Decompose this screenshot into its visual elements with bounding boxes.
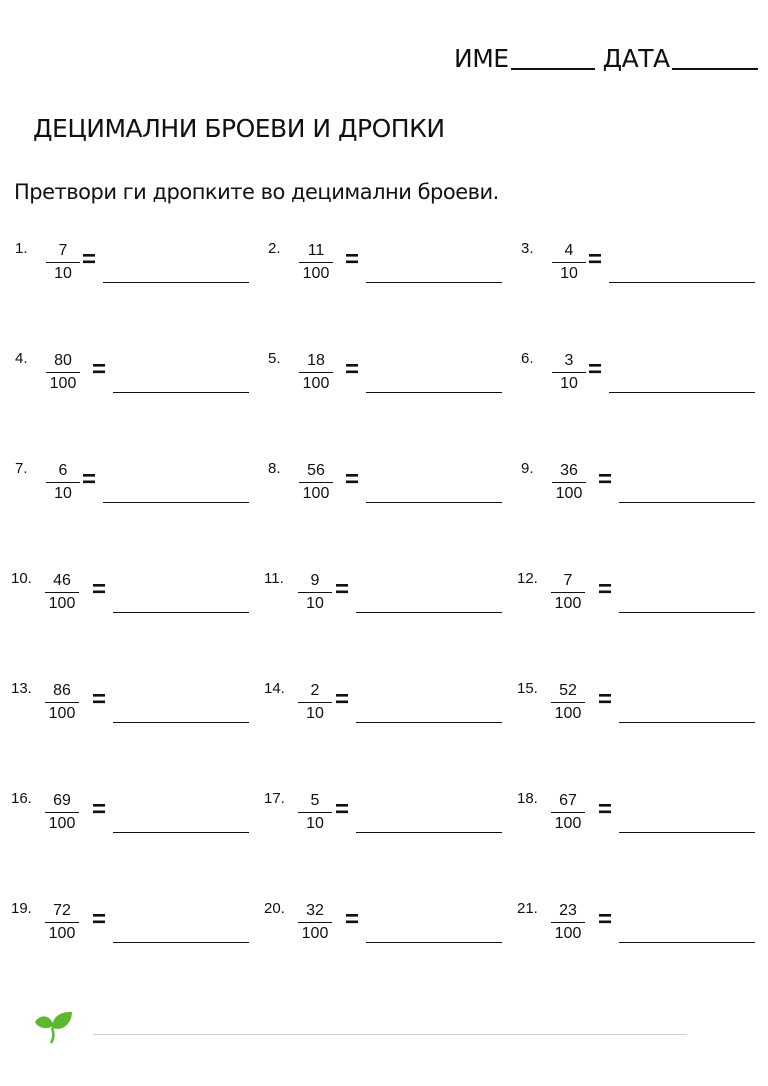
fraction-bar xyxy=(45,592,79,593)
fraction xyxy=(45,352,81,393)
problem-item xyxy=(518,790,768,850)
problem-item xyxy=(518,460,768,520)
fraction xyxy=(551,352,587,393)
fraction-denominator: 10 xyxy=(54,485,72,502)
fraction-denominator: 100 xyxy=(48,705,76,722)
problem-item xyxy=(518,900,768,960)
fraction xyxy=(550,572,586,613)
fraction-bar xyxy=(551,592,585,593)
fraction-numerator: 46 xyxy=(53,572,71,589)
date-field[interactable] xyxy=(672,68,758,70)
equals-sign: = xyxy=(82,246,97,273)
fraction-numerator: 86 xyxy=(53,682,71,699)
answer-line[interactable] xyxy=(103,502,249,503)
problem-item xyxy=(265,460,515,520)
header-fields xyxy=(454,44,758,74)
fraction-numerator: 56 xyxy=(307,462,325,479)
answer-line[interactable] xyxy=(356,612,502,613)
equals-sign: = xyxy=(335,686,350,713)
equals-sign: = xyxy=(345,356,360,383)
problem-number: 14. xyxy=(264,680,285,697)
equals-sign: = xyxy=(335,576,350,603)
fraction-denominator: 100 xyxy=(555,485,583,502)
fraction-numerator: 36 xyxy=(560,462,578,479)
problem-number: 6. xyxy=(521,350,534,367)
fraction xyxy=(45,462,81,503)
problem-item xyxy=(265,350,515,410)
answer-line[interactable] xyxy=(609,392,755,393)
answer-line[interactable] xyxy=(619,942,755,943)
fraction-bar xyxy=(46,262,80,263)
fraction-bar xyxy=(45,922,79,923)
problem-number: 8. xyxy=(268,460,281,477)
problem-item xyxy=(518,570,768,630)
fraction-denominator: 100 xyxy=(554,925,582,942)
problem-number: 9. xyxy=(521,460,534,477)
fraction-bar xyxy=(46,482,80,483)
problem-item xyxy=(12,350,262,410)
fraction-numerator: 67 xyxy=(559,792,577,809)
fraction-numerator: 9 xyxy=(310,572,320,589)
problem-number: 7. xyxy=(15,460,28,477)
equals-sign: = xyxy=(92,356,107,383)
problem-item xyxy=(12,900,262,960)
fraction xyxy=(550,902,586,943)
fraction xyxy=(298,462,334,503)
fraction-bar xyxy=(552,372,586,373)
problem-item xyxy=(518,680,768,740)
problem-item xyxy=(265,900,515,960)
answer-line[interactable] xyxy=(113,722,249,723)
fraction-bar xyxy=(299,262,333,263)
fraction xyxy=(297,682,333,723)
fraction-numerator: 23 xyxy=(559,902,577,919)
fraction-denominator: 10 xyxy=(306,815,324,832)
answer-line[interactable] xyxy=(113,392,249,393)
equals-sign: = xyxy=(598,576,613,603)
fraction-denominator: 100 xyxy=(49,375,77,392)
equals-sign: = xyxy=(345,466,360,493)
fraction-bar xyxy=(45,702,79,703)
answer-line[interactable] xyxy=(619,722,755,723)
fraction xyxy=(550,682,586,723)
equals-sign: = xyxy=(588,356,603,383)
fraction xyxy=(297,792,333,833)
problem-item xyxy=(12,790,262,850)
fraction-bar xyxy=(299,372,333,373)
fraction-denominator: 10 xyxy=(560,375,578,392)
equals-sign: = xyxy=(92,686,107,713)
problem-item xyxy=(12,680,262,740)
fraction-bar xyxy=(298,812,332,813)
equals-sign: = xyxy=(345,246,360,273)
fraction-denominator: 100 xyxy=(48,925,76,942)
answer-line[interactable] xyxy=(366,282,502,283)
fraction-numerator: 32 xyxy=(306,902,324,919)
fraction xyxy=(298,352,334,393)
problem-number: 11. xyxy=(264,570,284,587)
problem-number: 12. xyxy=(517,570,538,587)
fraction-numerator: 7 xyxy=(563,572,573,589)
fraction-denominator: 100 xyxy=(301,925,329,942)
answer-line[interactable] xyxy=(356,722,502,723)
fraction-numerator: 6 xyxy=(58,462,68,479)
fraction-denominator: 100 xyxy=(302,485,330,502)
fraction xyxy=(45,242,81,283)
answer-line[interactable] xyxy=(619,502,755,503)
fraction-denominator: 100 xyxy=(554,595,582,612)
problem-number: 21. xyxy=(517,900,538,917)
fraction xyxy=(44,572,80,613)
equals-sign: = xyxy=(335,796,350,823)
fraction xyxy=(550,792,586,833)
answer-line[interactable] xyxy=(366,392,502,393)
fraction-denominator: 100 xyxy=(48,595,76,612)
fraction-denominator: 100 xyxy=(554,815,582,832)
fraction-numerator: 69 xyxy=(53,792,71,809)
worksheet-title: ДЕЦИМАЛНИ БРОЕВИ И ДРОПКИ xyxy=(33,114,445,143)
fraction-numerator: 18 xyxy=(307,352,325,369)
fraction xyxy=(298,242,334,283)
date-label: ДАТА xyxy=(602,44,670,73)
problem-item xyxy=(265,680,515,740)
fraction-bar xyxy=(299,482,333,483)
fraction-numerator: 7 xyxy=(58,242,68,259)
problem-number: 13. xyxy=(11,680,32,697)
instructions: Претвори ги дропките во децимални броеви. xyxy=(14,180,499,204)
name-field[interactable] xyxy=(511,68,595,70)
problem-item xyxy=(518,240,768,300)
equals-sign: = xyxy=(598,906,613,933)
fraction xyxy=(551,462,587,503)
fraction-numerator: 11 xyxy=(307,242,325,259)
equals-sign: = xyxy=(82,466,97,493)
fraction-bar xyxy=(551,702,585,703)
equals-sign: = xyxy=(588,246,603,273)
fraction-numerator: 72 xyxy=(53,902,71,919)
answer-line[interactable] xyxy=(113,832,249,833)
answer-line[interactable] xyxy=(113,612,249,613)
problem-number: 10. xyxy=(11,570,32,587)
name-label: ИМЕ xyxy=(454,44,509,73)
problem-item xyxy=(265,790,515,850)
answer-line[interactable] xyxy=(366,502,502,503)
fraction xyxy=(551,242,587,283)
fraction-bar xyxy=(552,262,586,263)
answer-line[interactable] xyxy=(103,282,249,283)
fraction-bar xyxy=(45,812,79,813)
problem-item xyxy=(518,350,768,410)
fraction-denominator: 10 xyxy=(560,265,578,282)
fraction-numerator: 52 xyxy=(559,682,577,699)
footer-divider xyxy=(93,1034,687,1035)
equals-sign: = xyxy=(598,466,613,493)
problem-item xyxy=(12,460,262,520)
fraction-denominator: 100 xyxy=(302,265,330,282)
fraction xyxy=(297,902,333,943)
answer-line[interactable] xyxy=(113,942,249,943)
problem-item xyxy=(12,240,262,300)
fraction-bar xyxy=(298,592,332,593)
answer-line[interactable] xyxy=(366,942,502,943)
fraction-bar xyxy=(552,482,586,483)
equals-sign: = xyxy=(345,906,360,933)
equals-sign: = xyxy=(92,576,107,603)
fraction-denominator: 10 xyxy=(54,265,72,282)
problem-number: 17. xyxy=(264,790,285,807)
problem-number: 20. xyxy=(264,900,285,917)
problem-number: 5. xyxy=(268,350,281,367)
fraction-bar xyxy=(551,922,585,923)
fraction-denominator: 100 xyxy=(554,705,582,722)
answer-line[interactable] xyxy=(356,832,502,833)
leaf-icon xyxy=(32,1008,74,1044)
fraction-numerator: 80 xyxy=(54,352,72,369)
equals-sign: = xyxy=(92,906,107,933)
fraction-denominator: 100 xyxy=(48,815,76,832)
problem-number: 15. xyxy=(517,680,538,697)
fraction-bar xyxy=(551,812,585,813)
answer-line[interactable] xyxy=(619,612,755,613)
answer-line[interactable] xyxy=(619,832,755,833)
problem-item xyxy=(265,240,515,300)
fraction-bar xyxy=(298,922,332,923)
fraction-bar xyxy=(46,372,80,373)
fraction xyxy=(297,572,333,613)
problem-number: 3. xyxy=(521,240,534,257)
fraction-numerator: 3 xyxy=(564,352,574,369)
fraction-denominator: 10 xyxy=(306,705,324,722)
problem-item xyxy=(265,570,515,630)
problem-item xyxy=(12,570,262,630)
fraction-denominator: 100 xyxy=(302,375,330,392)
fraction-numerator: 5 xyxy=(310,792,320,809)
fraction-denominator: 10 xyxy=(306,595,324,612)
answer-line[interactable] xyxy=(609,282,755,283)
problem-number: 1. xyxy=(15,240,28,257)
fraction xyxy=(44,682,80,723)
problem-number: 19. xyxy=(11,900,32,917)
fraction-bar xyxy=(298,702,332,703)
equals-sign: = xyxy=(92,796,107,823)
problem-number: 18. xyxy=(517,790,538,807)
fraction xyxy=(44,902,80,943)
fraction-numerator: 2 xyxy=(310,682,320,699)
problem-number: 2. xyxy=(268,240,281,257)
fraction-numerator: 4 xyxy=(564,242,574,259)
problem-number: 4. xyxy=(15,350,28,367)
equals-sign: = xyxy=(598,686,613,713)
problem-number: 16. xyxy=(11,790,32,807)
fraction xyxy=(44,792,80,833)
equals-sign: = xyxy=(598,796,613,823)
